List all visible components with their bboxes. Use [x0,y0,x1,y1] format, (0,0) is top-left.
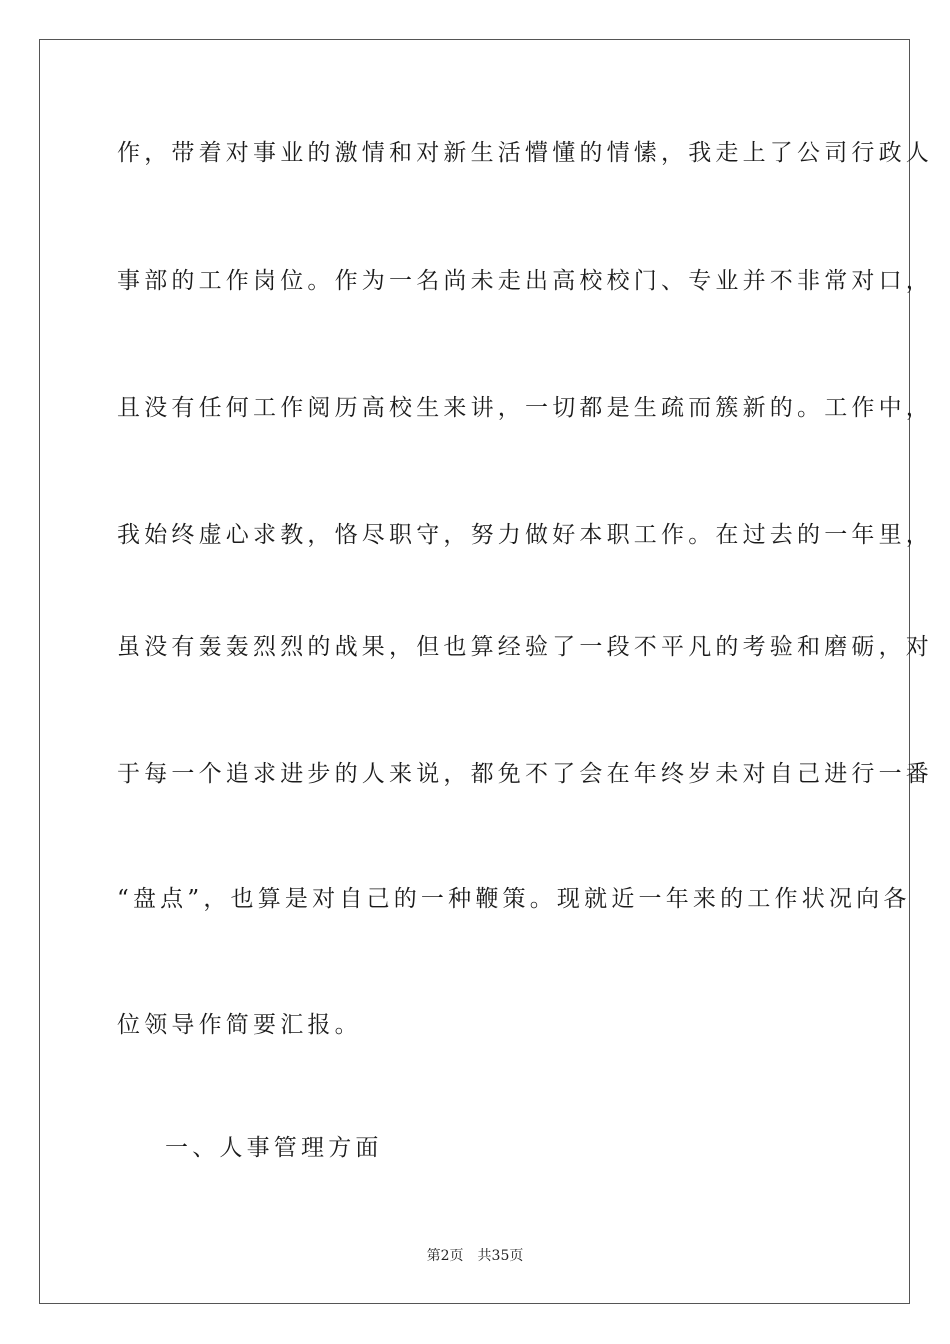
paragraph-line-4: 我始终虚心求教，恪尽职守，努力做好本职工作。在过去的一年里， [117,522,933,548]
paragraph-line-1: 作，带着对事业的激情和对新生活懵懂的情愫，我走上了公司行政人 [117,140,933,166]
paragraph-line-6: 于每一个追求进步的人来说，都免不了会在年终岁未对自己进行一番 [117,761,933,787]
page-total: 共35页 [477,1248,524,1264]
page-footer [0,1247,950,1265]
paragraph-line-5: 虽没有轰轰烈烈的战果，但也算经验了一段不平凡的考验和磨砺，对 [117,634,933,660]
page-number: 第2页 [426,1248,464,1264]
paragraph-line-8: 位领导作简要汇报。 [117,1012,362,1038]
paragraph-line-2: 事部的工作岗位。作为一名尚未走出高校校门、专业并不非常对口， [117,268,933,294]
paragraph-line-7: “盘点”，也算是对自己的一种鞭策。现就近一年来的工作状况向各 [117,886,911,912]
paragraph-line-3: 且没有任何工作阅历高校生来讲，一切都是生疏而簇新的。工作中， [117,395,933,421]
section-heading: 一、人事管理方面 [165,1135,383,1161]
page-border [39,39,933,1304]
